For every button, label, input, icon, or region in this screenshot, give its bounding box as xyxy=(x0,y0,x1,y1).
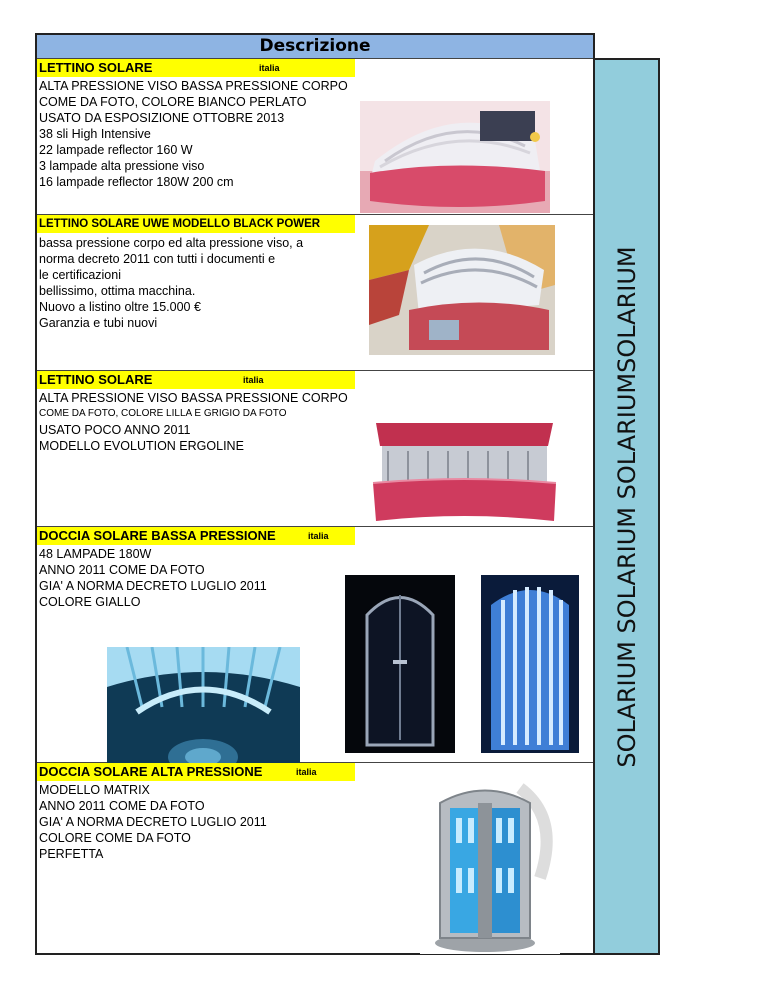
description-line: GIA' A NORMA DECRETO LUGLIO 2011 xyxy=(39,579,267,593)
product-photo xyxy=(481,575,579,753)
item-country: italia xyxy=(308,531,329,541)
description-line: 48 LAMPADE 180W xyxy=(39,547,152,561)
header-title: Descrizione xyxy=(259,36,371,56)
item-title-bar xyxy=(37,215,355,233)
item-country: italia xyxy=(259,63,280,73)
description-line: USATO POCO ANNO 2011 xyxy=(39,423,191,437)
description-line: 22 lampade reflector 160 W xyxy=(39,143,193,157)
description-line: PERFETTA xyxy=(39,847,104,861)
description-line: Nuovo a listino oltre 15.000 € xyxy=(39,300,201,314)
item-description xyxy=(39,235,303,331)
item-description xyxy=(39,390,348,454)
description-line: ALTA PRESSIONE VISO BASSA PRESSIONE CORPO xyxy=(39,391,348,405)
product-photo xyxy=(360,101,550,213)
product-photo xyxy=(369,225,555,355)
description-line: USATO DA ESPOSIZIONE OTTOBRE 2013 xyxy=(39,111,285,125)
item-description xyxy=(39,546,267,610)
product-photo xyxy=(107,647,300,780)
item-title: DOCCIA SOLARE BASSA PRESSIONE xyxy=(39,528,276,543)
solarium-sidebar xyxy=(595,58,660,955)
description-line: COME DA FOTO, COLORE BIANCO PERLATO xyxy=(39,95,307,109)
description-line: 38 sli High Intensive xyxy=(39,127,151,141)
product-photo xyxy=(368,411,560,524)
item-description xyxy=(39,782,267,862)
description-line: 3 lampade alta pressione viso xyxy=(39,159,205,173)
listing-item-2 xyxy=(37,215,593,371)
description-line: ANNO 2011 COME DA FOTO xyxy=(39,563,205,577)
description-line: ANNO 2011 COME DA FOTO xyxy=(39,799,205,813)
item-description xyxy=(39,78,348,190)
item-country: italia xyxy=(296,767,317,777)
item-title-bar xyxy=(37,371,355,389)
description-line: le certificazioni xyxy=(39,268,121,282)
item-country: italia xyxy=(243,375,264,385)
description-line: GIA' A NORMA DECRETO LUGLIO 2011 xyxy=(39,815,267,829)
description-line: COLORE COME DA FOTO xyxy=(39,831,191,845)
description-line: MODELLO EVOLUTION ERGOLINE xyxy=(39,439,244,453)
item-title-bar xyxy=(37,527,355,545)
header-description xyxy=(37,35,593,59)
listing-item-1 xyxy=(37,59,593,215)
item-title: LETTINO SOLARE UWE MODELLO BLACK POWER xyxy=(39,218,321,230)
product-photo xyxy=(420,778,560,954)
description-line: 16 lampade reflector 180W 200 cm xyxy=(39,175,234,189)
item-title: DOCCIA SOLARE ALTA PRESSIONE xyxy=(39,764,263,779)
description-line: norma decreto 2011 con tutti i documenti e xyxy=(39,252,276,266)
item-title: LETTINO SOLARE xyxy=(39,372,153,387)
description-line: ALTA PRESSIONE VISO BASSA PRESSIONE CORPO xyxy=(39,79,348,93)
description-line: MODELLO MATRIX xyxy=(39,783,150,797)
description-line: Garanzia e tubi nuovi xyxy=(39,316,158,330)
item-title-bar xyxy=(37,59,355,77)
listing-item-4 xyxy=(37,527,593,763)
listing-item-5 xyxy=(37,763,593,955)
item-title: LETTINO SOLARE xyxy=(39,60,153,75)
description-line: COME DA FOTO, COLORE LILLA E GRIGIO DA FOTO xyxy=(39,408,287,419)
product-photo xyxy=(345,575,455,753)
description-line: bellissimo, ottima macchina. xyxy=(39,284,196,298)
sidebar-label: SOLARIUM SOLARIUM SOLARIUMSOLARIUM xyxy=(612,245,641,768)
description-line: bassa pressione corpo ed alta pressione viso, a xyxy=(39,236,304,250)
listing-item-3 xyxy=(37,371,593,527)
item-title-bar xyxy=(37,763,355,781)
description-sheet xyxy=(35,33,595,955)
description-line: COLORE GIALLO xyxy=(39,595,141,609)
